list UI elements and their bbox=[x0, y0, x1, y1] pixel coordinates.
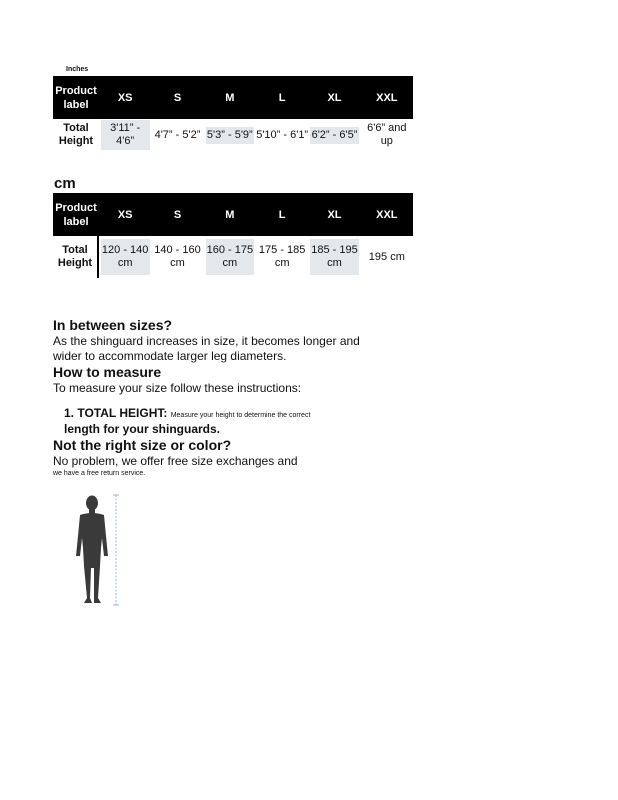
size-table-inches bbox=[53, 76, 413, 151]
header-s: S bbox=[151, 193, 203, 236]
step-instruction: Measure your height to determine the correct bbox=[170, 412, 311, 419]
step-continuation: length for your shinguards. bbox=[64, 422, 221, 436]
step-number: 1. bbox=[64, 406, 75, 420]
not-right-size-text: No problem, we offer free size exchanges and bbox=[53, 454, 298, 468]
header-xl: XL bbox=[308, 193, 360, 236]
cell-s: 140 - 160 cm bbox=[154, 244, 201, 269]
header-xl: XL bbox=[308, 76, 360, 119]
cell-xs: 120 - 140 cm bbox=[99, 236, 151, 278]
size-table-cm bbox=[53, 193, 413, 278]
cell-xl: 6'2” - 6'5” bbox=[308, 119, 360, 151]
row-label-total-height: Total Height bbox=[58, 122, 94, 147]
how-to-measure-heading: How to measure bbox=[53, 364, 162, 380]
header-product-label: Product label bbox=[53, 76, 99, 119]
cell-l: 175 - 185 cm bbox=[258, 244, 306, 269]
header-xs: XS bbox=[99, 76, 151, 119]
header-xxl: XXL bbox=[361, 76, 413, 119]
not-right-size-heading: Not the right size or color? bbox=[53, 437, 232, 453]
between-sizes-heading: In between sizes? bbox=[53, 317, 173, 333]
how-to-measure-text: To measure your size follow these instructions: bbox=[53, 381, 302, 395]
person-height-icon bbox=[70, 490, 130, 610]
cell-xl: 185 - 195 cm bbox=[308, 236, 360, 278]
table-row bbox=[53, 119, 413, 151]
step-total-height bbox=[64, 406, 310, 420]
header-m: M bbox=[204, 76, 256, 119]
cell-xxl: 6'6” and up bbox=[367, 122, 407, 147]
header-product-label: Product label bbox=[53, 193, 99, 236]
between-sizes-text: As the shinguard increases in size, it becomes longer and wider to accommodate larger leg diameters. bbox=[53, 334, 360, 363]
header-xs: XS bbox=[99, 193, 151, 236]
header-xxl: XXL bbox=[361, 193, 413, 236]
header-m: M bbox=[204, 193, 256, 236]
step-title: TOTAL HEIGHT: bbox=[77, 406, 168, 420]
header-l: L bbox=[256, 193, 308, 236]
header-l: L bbox=[256, 76, 308, 119]
header-s: S bbox=[151, 76, 203, 119]
row-label-total-height: Total Height bbox=[53, 236, 99, 278]
inches-label: Inches bbox=[66, 66, 89, 73]
cell-s: 4'7” - 5'2” bbox=[154, 128, 201, 141]
cell-l: 5'10” - 6'1” bbox=[256, 128, 309, 141]
cell-xs: 3'11” - 4'6” bbox=[99, 119, 151, 151]
table-header-row bbox=[53, 193, 413, 236]
table-header-row bbox=[53, 76, 413, 119]
cell-m: 160 - 175 cm bbox=[204, 236, 256, 278]
table-row bbox=[53, 236, 413, 278]
cm-title: cm bbox=[54, 175, 76, 192]
cell-m: 5'3” - 5'9” bbox=[204, 119, 256, 151]
return-service-note: we have a free return service. bbox=[53, 470, 146, 477]
cell-xxl: 195 cm bbox=[368, 250, 405, 263]
